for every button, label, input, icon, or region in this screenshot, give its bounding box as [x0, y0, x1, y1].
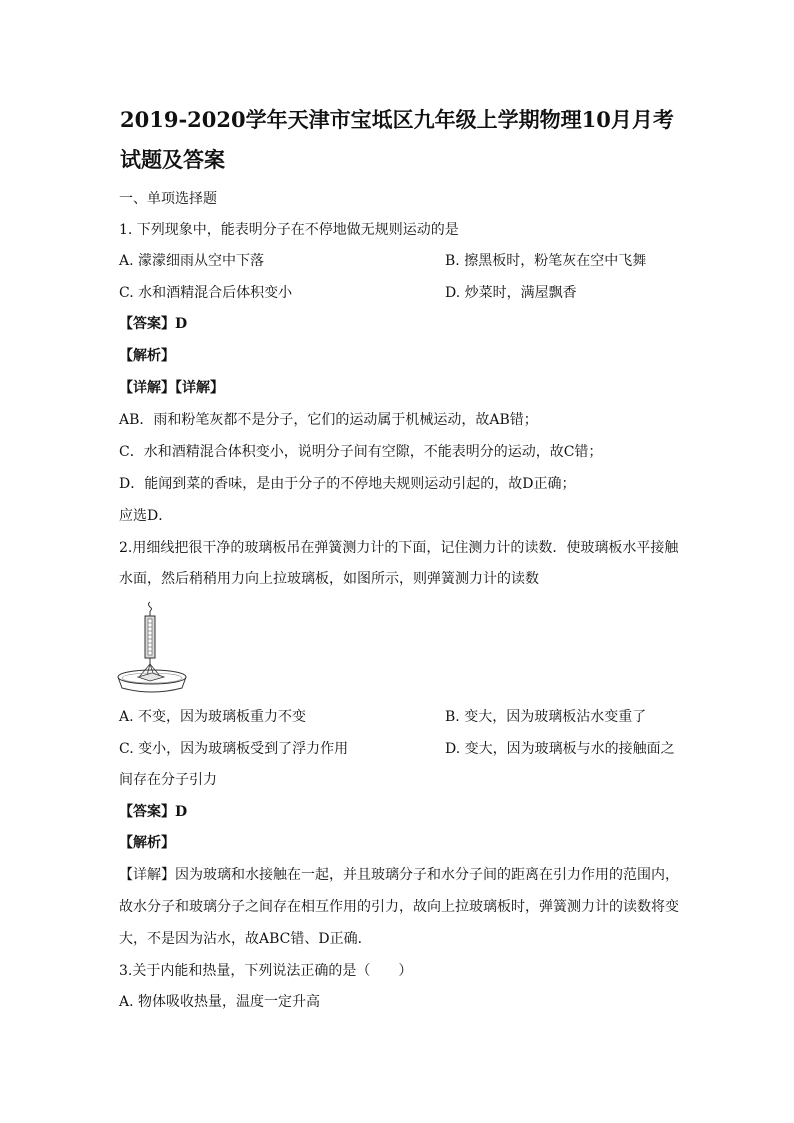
document-title-line2: 试题及答案: [120, 147, 225, 172]
q2-option-b: B. 变大，因为玻璃板沾水变重了: [445, 709, 647, 725]
q1-explanation-2: C．水和酒精混合体积变小，说明分子间有空隙，不能表明分的运动，故C错；: [119, 444, 603, 460]
q2-detail-line1: 【详解】因为玻璃和水接触在一起，并且玻璃分子和水分子间的距离在引力作用的范围内，: [119, 867, 679, 883]
q1-option-b: B. 擦黑板时，粉笔灰在空中飞舞: [445, 253, 647, 269]
q1-option-a: A. 濛濛细雨从空中下落: [119, 253, 265, 269]
q2-stem-line1: 2.用细线把很干净的玻璃板吊在弹簧测力计的下面，记住测力计的读数．使玻璃板水平接触: [119, 540, 679, 556]
q3-stem: 3.关于内能和热量，下列说法正确的是（ ）: [119, 963, 413, 979]
q1-stem: 1. 下列现象中，能表明分子在不停地做无规则运动的是: [119, 222, 459, 238]
q1-option-c: C. 水和酒精混合后体积变小: [119, 285, 293, 301]
q1-explanation-1: AB．雨和粉笔灰都不是分子，它们的运动属于机械运动，故AB错；: [119, 412, 538, 428]
q2-option-c: C. 变小，因为玻璃板受到了浮力作用: [119, 741, 349, 757]
q1-answer: 【答案】D: [119, 316, 188, 332]
q2-stem-line2: 水面，然后稍稍用力向上拉玻璃板，如图所示，则弹簧测力计的读数: [119, 571, 539, 587]
q2-detail-line2: 故水分子和玻璃分子之间存在相互作用的引力，故向上拉玻璃板时，弹簧测力计的读数将变: [119, 899, 679, 915]
q2-detail-line3: 大，不是因为沾水，故ABC错、D正确．: [119, 931, 372, 947]
q2-option-d: D. 变大，因为玻璃板与水的接触面之: [445, 741, 675, 757]
q1-explanation-4: 应选D．: [119, 508, 173, 524]
q1-option-d: D. 炒菜时，满屋飘香: [445, 285, 577, 301]
q2-option-d-continued: 间存在分子引力: [119, 772, 217, 788]
q1-analysis-label: 【解析】: [119, 348, 175, 364]
section-heading: 一、单项选择题: [119, 191, 217, 207]
q1-detail-label: 【详解】【详解】: [119, 380, 224, 396]
q2-option-a: A. 不变，因为玻璃板重力不变: [119, 709, 307, 725]
q2-answer: 【答案】D: [119, 804, 188, 820]
q2-analysis-label: 【解析】: [119, 835, 175, 851]
document-title-line1: 2019-2020学年天津市宝坻区九年级上学期物理10月月考: [120, 107, 674, 132]
spring-scale-figure: [116, 600, 196, 695]
q3-option-a: A. 物体吸收热量，温度一定升高: [119, 994, 321, 1010]
q1-explanation-3: D．能闻到菜的香味，是由于分子的不停地夫规则运动引起的，故D正确；: [119, 476, 576, 492]
